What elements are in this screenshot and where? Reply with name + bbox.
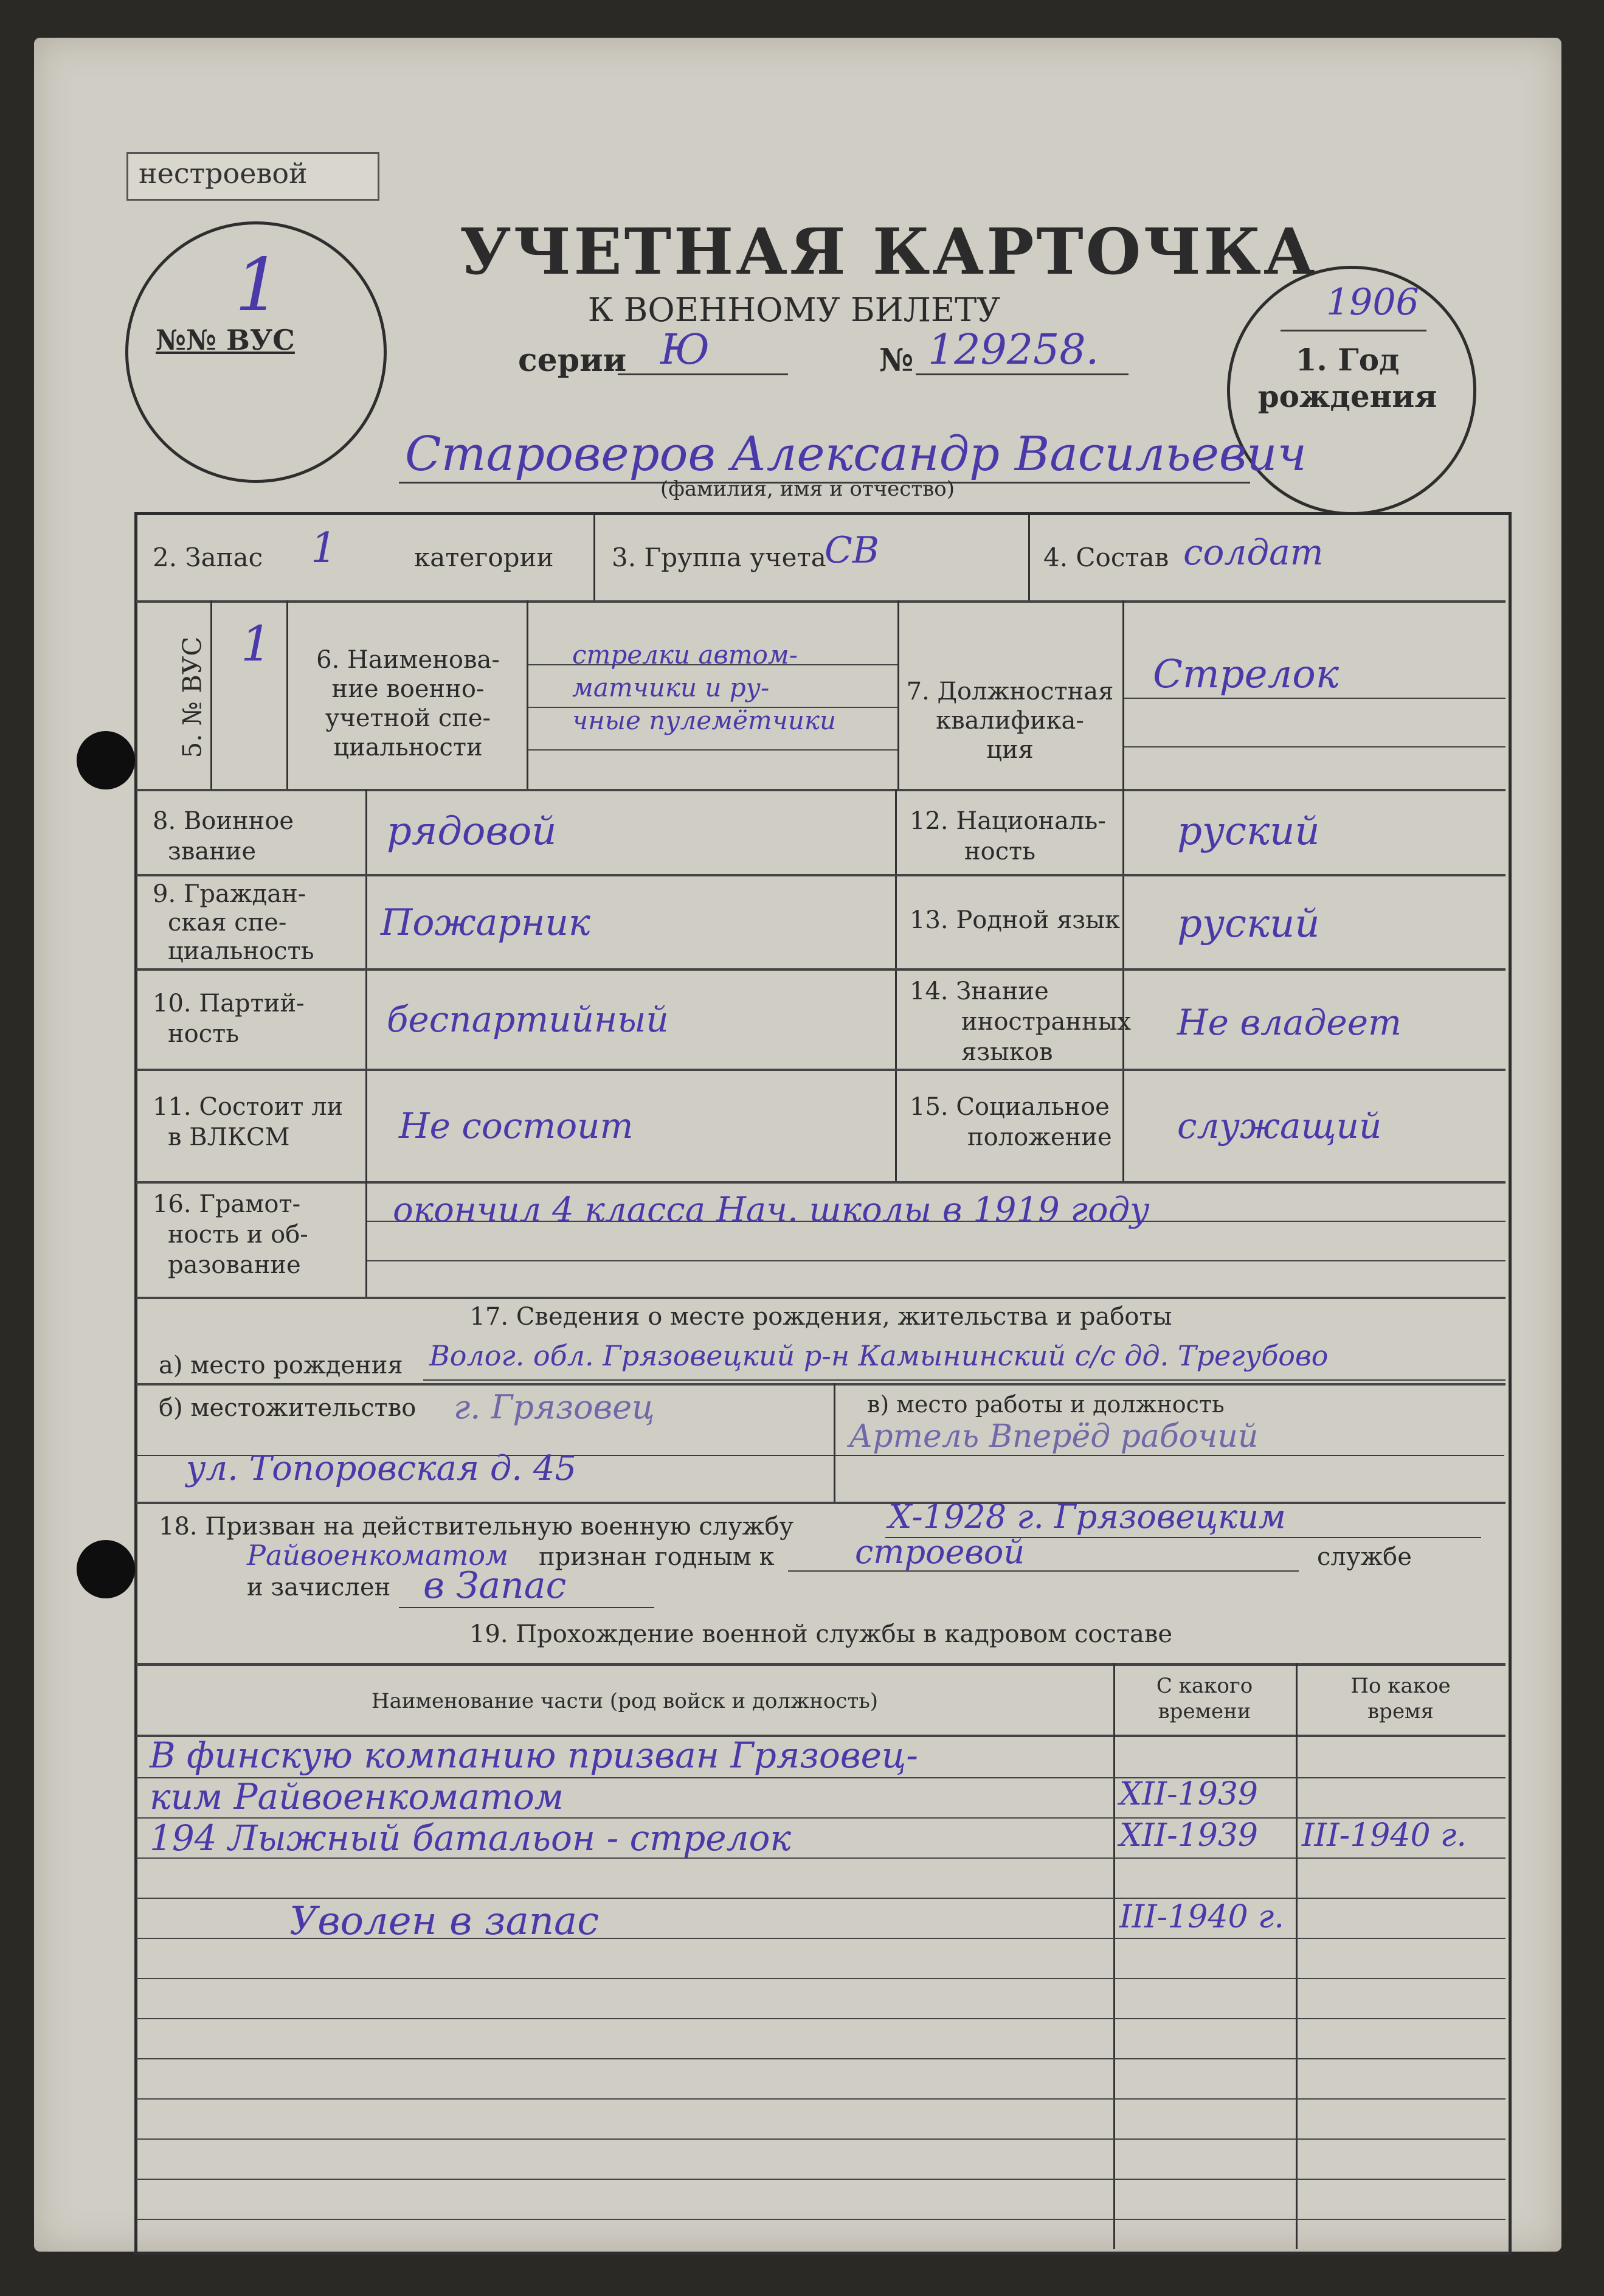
vus-name-label-3: учетной спе-	[325, 704, 491, 732]
komsomol-value: Не состоит	[399, 1105, 634, 1146]
nationality-label-1: 12. Националь-	[910, 807, 1106, 835]
service-divider-from	[1113, 1663, 1115, 2249]
rows-border-2	[136, 968, 1505, 971]
service-ruled-line	[136, 2138, 1505, 2140]
service-entry-unit: ким Райвоенкоматом	[150, 1776, 564, 1817]
service-col-from-1: С какого	[1156, 1674, 1253, 1698]
call-suffix: службе	[1317, 1543, 1412, 1571]
series-value: Ю	[660, 326, 710, 374]
full-name-value: Староверов Александр Васильевич	[405, 427, 1307, 482]
service-col-to-1: По какое	[1350, 1674, 1451, 1698]
birth-year-label: 1. Год	[1295, 342, 1400, 378]
rows-border-3	[136, 1069, 1505, 1071]
party-label-2: ность	[168, 1020, 240, 1048]
full-name-caption: (фамилия, имя и отчество)	[660, 477, 955, 501]
position-value: Стрелок	[1153, 652, 1339, 697]
komsomol-label-2: в ВЛКСМ	[168, 1123, 290, 1151]
service-entry-from: XII-1939	[1119, 1776, 1259, 1812]
residence-top-border	[136, 1383, 1505, 1386]
card-title: УЧЕТНАЯ КАРТОЧКА	[460, 214, 1318, 289]
card-subtitle: К ВОЕННОМУ БИЛЕТУ	[587, 291, 1001, 329]
languages-label-1: 14. Знание	[910, 977, 1049, 1005]
social-label-1: 15. Социальное	[910, 1093, 1110, 1121]
number-value: 129258.	[928, 326, 1099, 374]
rows-border-1	[136, 874, 1505, 876]
call-top-border	[136, 1502, 1505, 1504]
birthplace-label: а) место рождения	[159, 1351, 403, 1379]
vus-divider-2	[286, 600, 288, 789]
row1-divider-b	[1028, 515, 1030, 600]
service-entry-from: XII-1939	[1119, 1817, 1259, 1854]
call-value-3: строевой	[855, 1533, 1025, 1571]
work-label: в) место работы и должность	[867, 1391, 1225, 1418]
rows-border-4	[136, 1181, 1505, 1184]
social-value: служащий	[1177, 1105, 1382, 1146]
residence-divider	[834, 1383, 835, 1502]
party-label-1: 10. Партий-	[153, 990, 305, 1018]
party-value: беспартийный	[387, 999, 669, 1040]
call-value-4: в Запас	[423, 1564, 567, 1607]
reserve-suffix: категории	[414, 543, 554, 572]
service-ruled-line	[136, 2179, 1505, 2180]
service-col-from-2: времени	[1158, 1699, 1251, 1724]
residence-value-2: ул. Топоровская д. 45	[186, 1449, 577, 1488]
call-line-3	[399, 1607, 654, 1608]
call-value-1: Х-1928 г. Грязовецким	[888, 1497, 1286, 1536]
number-label: №	[879, 342, 914, 379]
service-entry-to: III-1940 г.	[1302, 1817, 1467, 1854]
service-ruled-line	[136, 1978, 1505, 1979]
group-label: 3. Группа учета	[612, 543, 826, 572]
service-divider-to	[1296, 1663, 1298, 2249]
registration-card	[34, 38, 1561, 2252]
education-label-3: разование	[168, 1251, 301, 1279]
languages-label-2: иностранных	[961, 1008, 1132, 1036]
education-label-1: 16. Грамот-	[153, 1190, 301, 1218]
binder-hole-top	[77, 731, 135, 789]
position-label-3: ция	[986, 736, 1034, 764]
position-line-2	[1124, 746, 1505, 747]
vus-divider-1	[210, 600, 212, 789]
row1-bottom-border	[136, 600, 1505, 603]
birthplace-underline	[423, 1379, 1505, 1381]
education-line-2	[367, 1260, 1505, 1261]
rank-label-1: 8. Воинное	[153, 807, 294, 835]
vus-name-value-2: матчики и ру-	[572, 673, 770, 702]
staff-value: солдат	[1183, 532, 1324, 573]
service-entry-unit: 194 Лыжный батальон - стрелок	[150, 1817, 792, 1859]
social-label-2: положение	[967, 1123, 1112, 1151]
native-language-value: руский	[1177, 901, 1320, 946]
civil-specialty-label-3: циальность	[168, 937, 314, 965]
vus-name-value-3: чные пулемётчики	[572, 706, 837, 735]
call-value-2: Райвоенкоматом	[247, 1539, 509, 1572]
vus-circle-label: №№ ВУС	[156, 324, 295, 356]
rank-label-2: звание	[168, 838, 257, 865]
work-value: Артель Вперёд рабочий	[849, 1418, 1259, 1455]
birth-section-title: 17. Сведения о месте рождения, жительства и работы	[469, 1303, 1172, 1331]
vus-name-label-2: ние военно-	[331, 675, 485, 703]
rows-divider-b	[895, 789, 897, 1181]
call-label-2: признан годным к	[539, 1543, 775, 1571]
civil-specialty-label-1: 9. Граждан-	[153, 880, 306, 908]
birth-year-value: 1906	[1326, 281, 1419, 324]
vus-name-value-1: стрелки автом-	[572, 640, 798, 670]
residence-value-1: г. Грязовец	[454, 1388, 655, 1426]
vus-bottom-border	[136, 789, 1505, 791]
civil-specialty-label-2: ская спе-	[168, 909, 287, 937]
vus-divider-5	[1122, 600, 1124, 789]
languages-label-3: языков	[961, 1038, 1053, 1066]
series-label: серии	[518, 342, 627, 379]
service-header-top	[136, 1663, 1505, 1666]
service-entry-unit: Уволен в запас	[289, 1899, 600, 1944]
service-ruled-line	[136, 2018, 1505, 2019]
service-entry-from: III-1940 г.	[1119, 1899, 1284, 1935]
call-label-3: и зачислен	[247, 1573, 391, 1601]
work-line	[835, 1455, 1504, 1456]
residence-label: б) местожительство	[159, 1394, 417, 1422]
service-ruled-line	[136, 2098, 1505, 2100]
position-line-1	[1124, 698, 1505, 699]
languages-value: Не владеет	[1177, 1002, 1402, 1043]
komsomol-label-1: 11. Состоит ли	[153, 1093, 344, 1121]
vus-name-label-1: 6. Наименова-	[316, 646, 500, 674]
position-label-1: 7. Должностная	[906, 678, 1114, 706]
education-label-2: ность и об-	[168, 1221, 308, 1249]
civil-specialty-value: Пожарник	[381, 901, 590, 944]
vus-vertical-label: 5. № ВУС	[177, 636, 207, 758]
rows-divider-a	[365, 789, 367, 1181]
vus-divider-3	[527, 600, 528, 789]
service-ruled-line	[136, 2219, 1505, 2220]
nationality-label-2: ность	[964, 838, 1036, 865]
nationality-value: руский	[1177, 809, 1320, 854]
staff-label: 4. Состав	[1043, 543, 1169, 572]
vus-name-line-3	[528, 749, 897, 751]
education-bottom-border	[136, 1297, 1505, 1299]
education-divider	[365, 1181, 367, 1297]
birth-year-label-2: рождения	[1257, 378, 1437, 414]
vus-value: 1	[241, 616, 272, 672]
service-section-title: 19. Прохождение военной службы в кадровом составе	[469, 1620, 1173, 1648]
vus-name-label-4: циальности	[333, 734, 483, 761]
birthplace-value: Волог. обл. Грязовецкий р-н Камынинский с/с дд. Трегубово	[429, 1339, 1329, 1372]
call-label-1: 18. Призван на действительную военную службу	[159, 1513, 794, 1541]
rows-divider-c	[1122, 789, 1124, 1181]
reserve-value: 1	[311, 524, 337, 572]
stamp-text: нестроевой	[139, 157, 308, 190]
service-ruled-line	[136, 2058, 1505, 2059]
position-label-2: квалифика-	[936, 707, 1084, 735]
service-col-to-2: время	[1367, 1699, 1434, 1724]
row1-divider-a	[593, 515, 595, 600]
education-value: окончил 4 класса Нач. школы в 1919 году	[393, 1190, 1150, 1230]
birth-year-underline	[1281, 330, 1426, 331]
service-entry-unit: В финскую компанию призван Грязовец-	[150, 1735, 918, 1776]
service-col-unit: Наименование части (род войск и должность)	[371, 1689, 879, 1713]
native-language-label: 13. Родной язык	[910, 906, 1120, 934]
group-value: СВ	[824, 529, 879, 572]
reserve-label: 2. Запас	[153, 543, 263, 572]
rank-value: рядовой	[387, 809, 557, 854]
vus-circle-value: 1	[235, 243, 282, 328]
binder-hole-bottom	[77, 1540, 135, 1598]
